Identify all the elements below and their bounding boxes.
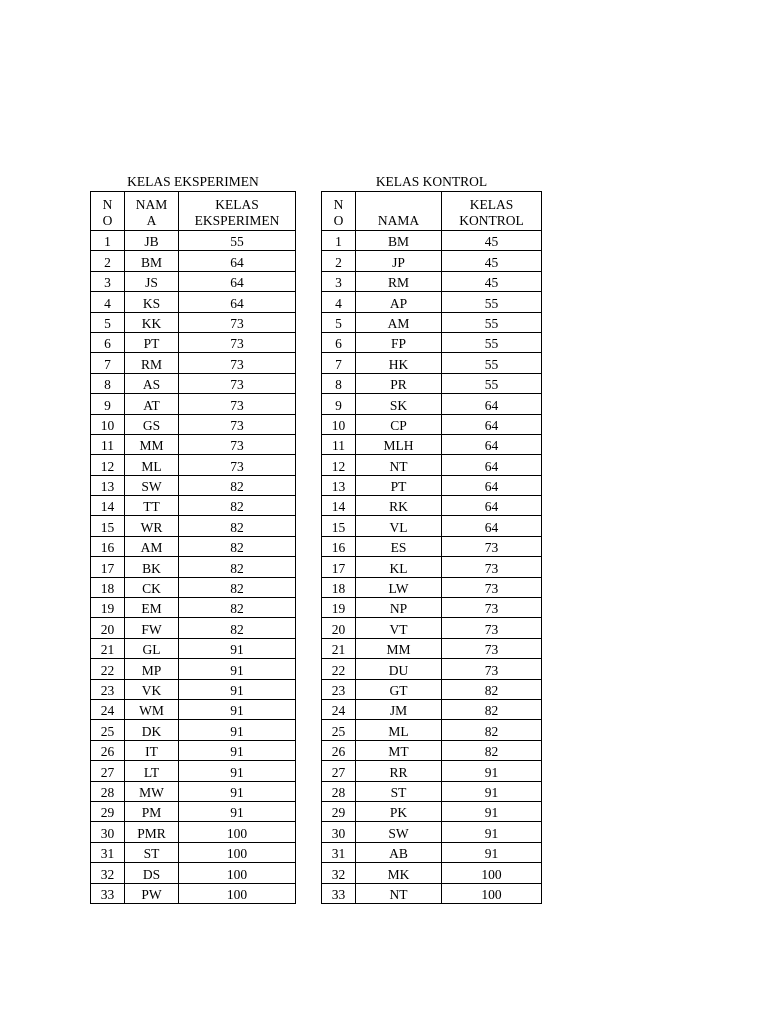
table-row	[91, 822, 296, 842]
student-name-cell: JB	[125, 231, 179, 251]
table-row	[91, 373, 296, 393]
table-row	[322, 231, 542, 251]
student-name-cell: JP	[356, 251, 442, 271]
score-cell: 82	[442, 720, 542, 740]
student-name-cell: ST	[356, 781, 442, 801]
student-name-cell: MW	[125, 781, 179, 801]
score-cell: 100	[179, 842, 296, 862]
score-cell: 73	[179, 414, 296, 434]
score-cell: 73	[179, 455, 296, 475]
student-name-cell: MP	[125, 659, 179, 679]
student-name-cell: RM	[356, 271, 442, 291]
table-row	[91, 720, 296, 740]
table-row	[322, 699, 542, 719]
row-number-cell: 2	[91, 251, 125, 271]
table-row	[91, 863, 296, 883]
student-name-cell: BM	[125, 251, 179, 271]
student-name-cell: SW	[356, 822, 442, 842]
table-row	[322, 536, 542, 556]
student-name-cell: VT	[356, 618, 442, 638]
table-row	[322, 394, 542, 414]
student-name-cell: GL	[125, 638, 179, 658]
student-name-cell: KK	[125, 312, 179, 332]
score-cell: 73	[179, 394, 296, 414]
score-cell: 55	[179, 231, 296, 251]
table-row	[322, 455, 542, 475]
table-row	[322, 781, 542, 801]
row-number-cell: 28	[91, 781, 125, 801]
student-name-cell: ST	[125, 842, 179, 862]
table-row	[322, 761, 542, 781]
column-header-nama: NAMA	[356, 192, 442, 231]
row-number-cell: 1	[322, 231, 356, 251]
student-name-cell: AB	[356, 842, 442, 862]
column-header-score: KELAS KONTROL	[442, 192, 542, 231]
student-name-cell: DU	[356, 659, 442, 679]
student-name-cell: RK	[356, 496, 442, 516]
student-name-cell: MK	[356, 863, 442, 883]
score-cell: 55	[442, 353, 542, 373]
table-row	[91, 618, 296, 638]
table-row	[91, 353, 296, 373]
student-name-cell: AM	[125, 536, 179, 556]
table-row	[91, 638, 296, 658]
score-cell: 82	[179, 496, 296, 516]
score-cell: 82	[179, 598, 296, 618]
student-name-cell: EM	[125, 598, 179, 618]
student-name-cell: CK	[125, 577, 179, 597]
table-row	[322, 373, 542, 393]
table-row	[322, 475, 542, 495]
score-cell: 91	[179, 699, 296, 719]
row-number-cell: 4	[322, 292, 356, 312]
score-cell: 73	[442, 577, 542, 597]
student-name-cell: ML	[356, 720, 442, 740]
table-row	[322, 618, 542, 638]
score-cell: 91	[179, 720, 296, 740]
row-number-cell: 6	[91, 332, 125, 352]
row-number-cell: 5	[322, 312, 356, 332]
student-name-cell: WR	[125, 516, 179, 536]
table-row	[322, 516, 542, 536]
table-row	[322, 740, 542, 760]
score-cell: 73	[442, 659, 542, 679]
student-name-cell: TT	[125, 496, 179, 516]
student-name-cell: IT	[125, 740, 179, 760]
table-row	[91, 557, 296, 577]
score-cell: 91	[442, 842, 542, 862]
table-row	[91, 332, 296, 352]
student-name-cell: WM	[125, 699, 179, 719]
score-cell: 91	[179, 638, 296, 658]
student-name-cell: AS	[125, 373, 179, 393]
row-number-cell: 29	[322, 801, 356, 821]
student-name-cell: AM	[356, 312, 442, 332]
score-cell: 64	[442, 496, 542, 516]
score-cell: 73	[179, 353, 296, 373]
score-cell: 100	[442, 883, 542, 903]
score-cell: 100	[179, 863, 296, 883]
table-row	[91, 842, 296, 862]
score-cell: 100	[442, 863, 542, 883]
table-row	[322, 822, 542, 842]
student-name-cell: PM	[125, 801, 179, 821]
row-number-cell: 31	[322, 842, 356, 862]
score-cell: 100	[179, 883, 296, 903]
experiment-class-block	[90, 173, 296, 904]
score-cell: 100	[179, 822, 296, 842]
table-row	[91, 516, 296, 536]
score-cell: 91	[442, 822, 542, 842]
row-number-cell: 22	[322, 659, 356, 679]
column-header-no: N O	[322, 192, 356, 231]
row-number-cell: 3	[91, 271, 125, 291]
row-number-cell: 7	[322, 353, 356, 373]
student-name-cell: LW	[356, 577, 442, 597]
row-number-cell: 26	[322, 740, 356, 760]
score-cell: 45	[442, 231, 542, 251]
score-cell: 82	[179, 516, 296, 536]
table-row	[91, 761, 296, 781]
score-cell: 82	[179, 536, 296, 556]
column-header-nama: NAM A	[125, 192, 179, 231]
row-number-cell: 31	[91, 842, 125, 862]
row-number-cell: 33	[322, 883, 356, 903]
score-cell: 64	[179, 271, 296, 291]
row-number-cell: 21	[91, 638, 125, 658]
row-number-cell: 12	[91, 455, 125, 475]
score-cell: 91	[179, 659, 296, 679]
table-row	[91, 475, 296, 495]
student-name-cell: AP	[356, 292, 442, 312]
student-name-cell: PR	[356, 373, 442, 393]
column-header-no: N O	[91, 192, 125, 231]
student-name-cell: SW	[125, 475, 179, 495]
score-cell: 82	[442, 740, 542, 760]
table-row	[91, 434, 296, 454]
score-cell: 55	[442, 332, 542, 352]
table-row	[322, 414, 542, 434]
score-cell: 73	[442, 618, 542, 638]
student-name-cell: BK	[125, 557, 179, 577]
table-row	[322, 271, 542, 291]
table-header-row	[91, 192, 296, 231]
row-number-cell: 24	[91, 699, 125, 719]
table-row	[322, 801, 542, 821]
table-row	[91, 781, 296, 801]
table-row	[322, 679, 542, 699]
score-cell: 73	[179, 373, 296, 393]
score-cell: 64	[442, 434, 542, 454]
column-header-score: KELAS EKSPERIMEN	[179, 192, 296, 231]
table-row	[91, 394, 296, 414]
table-row	[322, 332, 542, 352]
row-number-cell: 13	[322, 475, 356, 495]
row-number-cell: 26	[91, 740, 125, 760]
row-number-cell: 11	[91, 434, 125, 454]
table-row	[322, 292, 542, 312]
row-number-cell: 15	[91, 516, 125, 536]
table-row	[322, 638, 542, 658]
score-cell: 64	[179, 251, 296, 271]
experiment-class-title: KELAS EKSPERIMEN	[127, 174, 259, 189]
score-cell: 73	[442, 598, 542, 618]
row-number-cell: 9	[322, 394, 356, 414]
table-row	[91, 740, 296, 760]
row-number-cell: 27	[91, 761, 125, 781]
table-row	[91, 801, 296, 821]
row-number-cell: 8	[322, 373, 356, 393]
table-header-row	[322, 192, 542, 231]
row-number-cell: 25	[91, 720, 125, 740]
student-name-cell: MT	[356, 740, 442, 760]
row-number-cell: 19	[91, 598, 125, 618]
score-cell: 45	[442, 271, 542, 291]
score-cell: 55	[442, 292, 542, 312]
row-number-cell: 4	[91, 292, 125, 312]
table-row	[322, 312, 542, 332]
row-number-cell: 20	[91, 618, 125, 638]
student-name-cell: DK	[125, 720, 179, 740]
student-name-cell: RR	[356, 761, 442, 781]
student-name-cell: NT	[356, 883, 442, 903]
table-row	[322, 720, 542, 740]
student-name-cell: BM	[356, 231, 442, 251]
table-row	[322, 577, 542, 597]
student-name-cell: MM	[356, 638, 442, 658]
score-cell: 55	[442, 312, 542, 332]
table-row	[322, 496, 542, 516]
student-name-cell: KS	[125, 292, 179, 312]
student-name-cell: VK	[125, 679, 179, 699]
table-row	[322, 659, 542, 679]
score-cell: 64	[442, 475, 542, 495]
table-row	[91, 577, 296, 597]
row-number-cell: 11	[322, 434, 356, 454]
row-number-cell: 30	[322, 822, 356, 842]
row-number-cell: 18	[91, 577, 125, 597]
table-row	[322, 434, 542, 454]
row-number-cell: 24	[322, 699, 356, 719]
table-row	[322, 863, 542, 883]
row-number-cell: 12	[322, 455, 356, 475]
table-row	[91, 536, 296, 556]
score-cell: 91	[442, 781, 542, 801]
row-number-cell: 17	[91, 557, 125, 577]
score-cell: 73	[442, 638, 542, 658]
score-cell: 91	[442, 801, 542, 821]
table-row	[322, 251, 542, 271]
row-number-cell: 25	[322, 720, 356, 740]
row-number-cell: 13	[91, 475, 125, 495]
score-cell: 91	[179, 679, 296, 699]
student-name-cell: NP	[356, 598, 442, 618]
row-number-cell: 10	[91, 414, 125, 434]
student-name-cell: CP	[356, 414, 442, 434]
score-cell: 73	[442, 557, 542, 577]
row-number-cell: 33	[91, 883, 125, 903]
table-row	[91, 271, 296, 291]
student-name-cell: AT	[125, 394, 179, 414]
table-row	[91, 414, 296, 434]
score-cell: 73	[179, 312, 296, 332]
row-number-cell: 20	[322, 618, 356, 638]
score-cell: 55	[442, 373, 542, 393]
row-number-cell: 28	[322, 781, 356, 801]
student-name-cell: RM	[125, 353, 179, 373]
student-name-cell: PMR	[125, 822, 179, 842]
score-cell: 73	[442, 536, 542, 556]
table-row	[91, 598, 296, 618]
table-row	[322, 883, 542, 903]
student-name-cell: FW	[125, 618, 179, 638]
student-name-cell: HK	[356, 353, 442, 373]
score-cell: 73	[179, 434, 296, 454]
row-number-cell: 5	[91, 312, 125, 332]
table-row	[91, 679, 296, 699]
row-number-cell: 16	[322, 536, 356, 556]
score-cell: 45	[442, 251, 542, 271]
score-cell: 73	[179, 332, 296, 352]
row-number-cell: 3	[322, 271, 356, 291]
student-name-cell: PT	[356, 475, 442, 495]
score-cell: 82	[442, 679, 542, 699]
table-row	[91, 455, 296, 475]
table-row	[91, 883, 296, 903]
table-row	[322, 598, 542, 618]
score-cell: 82	[179, 557, 296, 577]
score-cell: 91	[179, 761, 296, 781]
score-cell: 91	[442, 761, 542, 781]
student-name-cell: FP	[356, 332, 442, 352]
student-name-cell: PK	[356, 801, 442, 821]
row-number-cell: 2	[322, 251, 356, 271]
student-name-cell: ML	[125, 455, 179, 475]
row-number-cell: 23	[91, 679, 125, 699]
table-row	[322, 842, 542, 862]
score-cell: 82	[442, 699, 542, 719]
table-row	[91, 699, 296, 719]
row-number-cell: 27	[322, 761, 356, 781]
table-row	[91, 251, 296, 271]
table-row	[91, 312, 296, 332]
student-name-cell: GT	[356, 679, 442, 699]
row-number-cell: 22	[91, 659, 125, 679]
student-name-cell: MM	[125, 434, 179, 454]
score-cell: 82	[179, 475, 296, 495]
row-number-cell: 30	[91, 822, 125, 842]
table-row	[91, 231, 296, 251]
score-cell: 64	[442, 394, 542, 414]
row-number-cell: 10	[322, 414, 356, 434]
control-class-title: KELAS KONTROL	[375, 174, 488, 189]
table-row	[91, 292, 296, 312]
score-cell: 91	[179, 781, 296, 801]
student-name-cell: DS	[125, 863, 179, 883]
student-name-cell: ES	[356, 536, 442, 556]
row-number-cell: 32	[322, 863, 356, 883]
row-number-cell: 7	[91, 353, 125, 373]
row-number-cell: 6	[322, 332, 356, 352]
student-name-cell: LT	[125, 761, 179, 781]
student-name-cell: KL	[356, 557, 442, 577]
row-number-cell: 18	[322, 577, 356, 597]
control-class-table	[321, 191, 542, 904]
student-name-cell: MLH	[356, 434, 442, 454]
row-number-cell: 14	[322, 496, 356, 516]
row-number-cell: 9	[91, 394, 125, 414]
student-name-cell: PW	[125, 883, 179, 903]
score-cell: 64	[442, 414, 542, 434]
student-name-cell: JM	[356, 699, 442, 719]
score-cell: 91	[179, 740, 296, 760]
row-number-cell: 8	[91, 373, 125, 393]
score-cell: 82	[179, 577, 296, 597]
row-number-cell: 1	[91, 231, 125, 251]
experiment-class-table	[90, 191, 296, 904]
control-class-block	[321, 173, 542, 904]
table-row	[91, 496, 296, 516]
student-name-cell: VL	[356, 516, 442, 536]
student-name-cell: PT	[125, 332, 179, 352]
row-number-cell: 21	[322, 638, 356, 658]
table-row	[322, 353, 542, 373]
row-number-cell: 19	[322, 598, 356, 618]
score-cell: 91	[179, 801, 296, 821]
row-number-cell: 15	[322, 516, 356, 536]
table-row	[91, 659, 296, 679]
score-cell: 64	[442, 516, 542, 536]
row-number-cell: 23	[322, 679, 356, 699]
row-number-cell: 17	[322, 557, 356, 577]
score-cell: 64	[179, 292, 296, 312]
student-name-cell: JS	[125, 271, 179, 291]
table-row	[322, 557, 542, 577]
row-number-cell: 29	[91, 801, 125, 821]
student-name-cell: NT	[356, 455, 442, 475]
score-cell: 64	[442, 455, 542, 475]
score-cell: 82	[179, 618, 296, 638]
student-name-cell: SK	[356, 394, 442, 414]
student-name-cell: GS	[125, 414, 179, 434]
row-number-cell: 16	[91, 536, 125, 556]
row-number-cell: 32	[91, 863, 125, 883]
row-number-cell: 14	[91, 496, 125, 516]
